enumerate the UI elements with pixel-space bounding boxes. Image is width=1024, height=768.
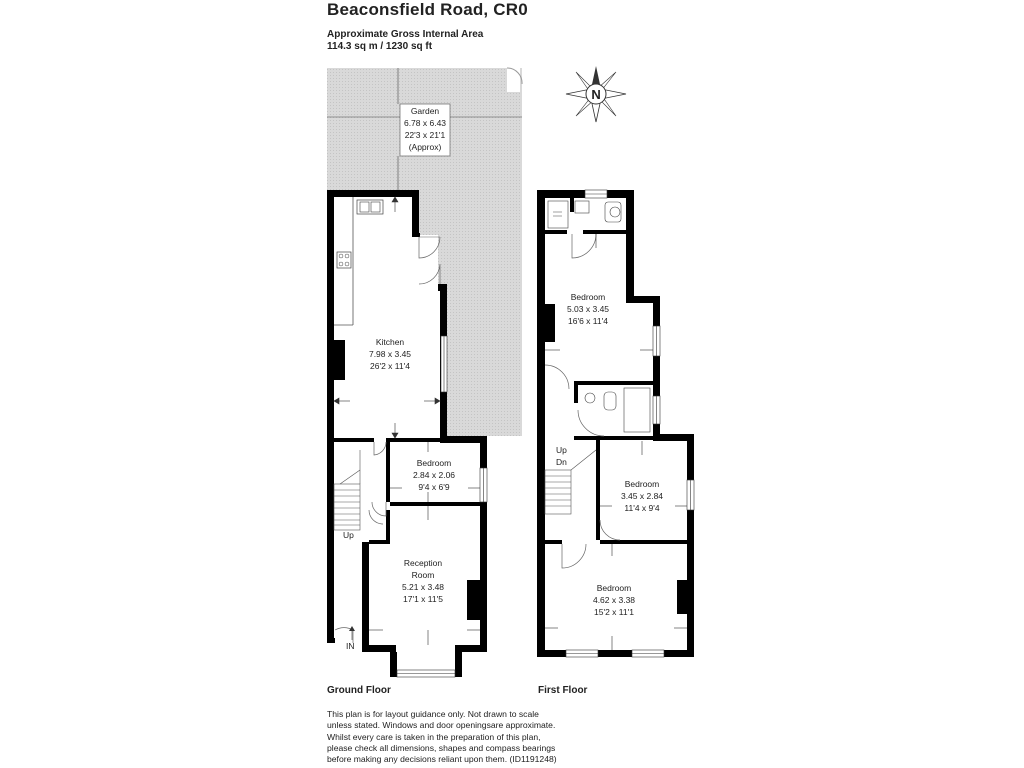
reception-imperial: 17'1 x 11'5 — [403, 594, 443, 604]
ground-stairs-up-label: Up — [343, 530, 354, 540]
garden-metric: 6.78 x 6.43 — [403, 118, 447, 128]
compass-north-label: N — [591, 87, 601, 102]
ff-bedroom3-name: Bedroom — [596, 583, 632, 593]
first-floor-plan — [537, 190, 694, 657]
ground-floor-label: Ground Floor — [327, 685, 391, 696]
ff-stairs-up-label: Up — [556, 445, 567, 455]
ff-bedroom1-imperial: 16'6 x 11'4 — [568, 316, 608, 326]
ff-bedroom2-metric: 3.45 x 2.84 — [620, 491, 664, 501]
garden-imperial: 22'3 x 21'1 — [404, 130, 446, 140]
entrance-label: IN — [346, 641, 355, 651]
first-floor-label: First Floor — [538, 685, 588, 696]
ff-bedroom3-imperial: 15'2 x 11'1 — [594, 607, 634, 617]
ff-bedroom1-metric: 5.03 x 3.45 — [566, 304, 610, 314]
ff-bedroom3-metric: 4.62 x 3.38 — [592, 595, 636, 605]
compass-rose — [566, 66, 626, 122]
disclaimer-line: This plan is for layout guidance only. Not drawn to scale — [327, 709, 539, 719]
gross-area-value: 114.3 sq m / 1230 sq ft — [327, 41, 433, 52]
gf-bedroom-metric: 2.84 x 2.06 — [412, 470, 456, 480]
garden-area — [327, 68, 522, 436]
garden-name: Garden — [410, 106, 440, 116]
ff-stairs-down-label: Dn — [556, 457, 567, 467]
gf-bedroom-imperial: 9'4 x 6'9 — [418, 482, 450, 492]
gross-area-title: Approximate Gross Internal Area — [327, 29, 484, 40]
plan-title: Beaconsfield Road, CR0 — [327, 0, 528, 19]
ff-bedroom2-imperial: 11'4 x 9'4 — [624, 503, 660, 513]
kitchen-name: Kitchen — [375, 337, 405, 347]
kitchen-imperial: 26'2 x 11'4 — [370, 361, 410, 371]
disclaimer-line: Whilst every care is taken in the preparation of this plan, — [327, 731, 541, 742]
reception-name-2: Room — [411, 570, 435, 580]
ff-bedroom1-name: Bedroom — [570, 292, 606, 302]
kitchen-metric: 7.98 x 3.45 — [368, 349, 412, 359]
gf-bedroom-name: Bedroom — [416, 458, 452, 468]
garden-note: (Approx) — [408, 142, 442, 152]
disclaimer-line: before making any decisions reliant upon them. (ID1191248) — [327, 754, 557, 765]
disclaimer-line: please check all dimensions, shapes and compass bearings — [327, 742, 556, 753]
reception-name: Reception — [403, 558, 443, 568]
disclaimer-line: unless stated. Windows and door openingsare approximate. — [327, 720, 556, 731]
ff-bedroom2-name: Bedroom — [624, 479, 660, 489]
disclaimer-text — [327, 709, 587, 765]
reception-metric: 5.21 x 3.48 — [401, 582, 445, 592]
